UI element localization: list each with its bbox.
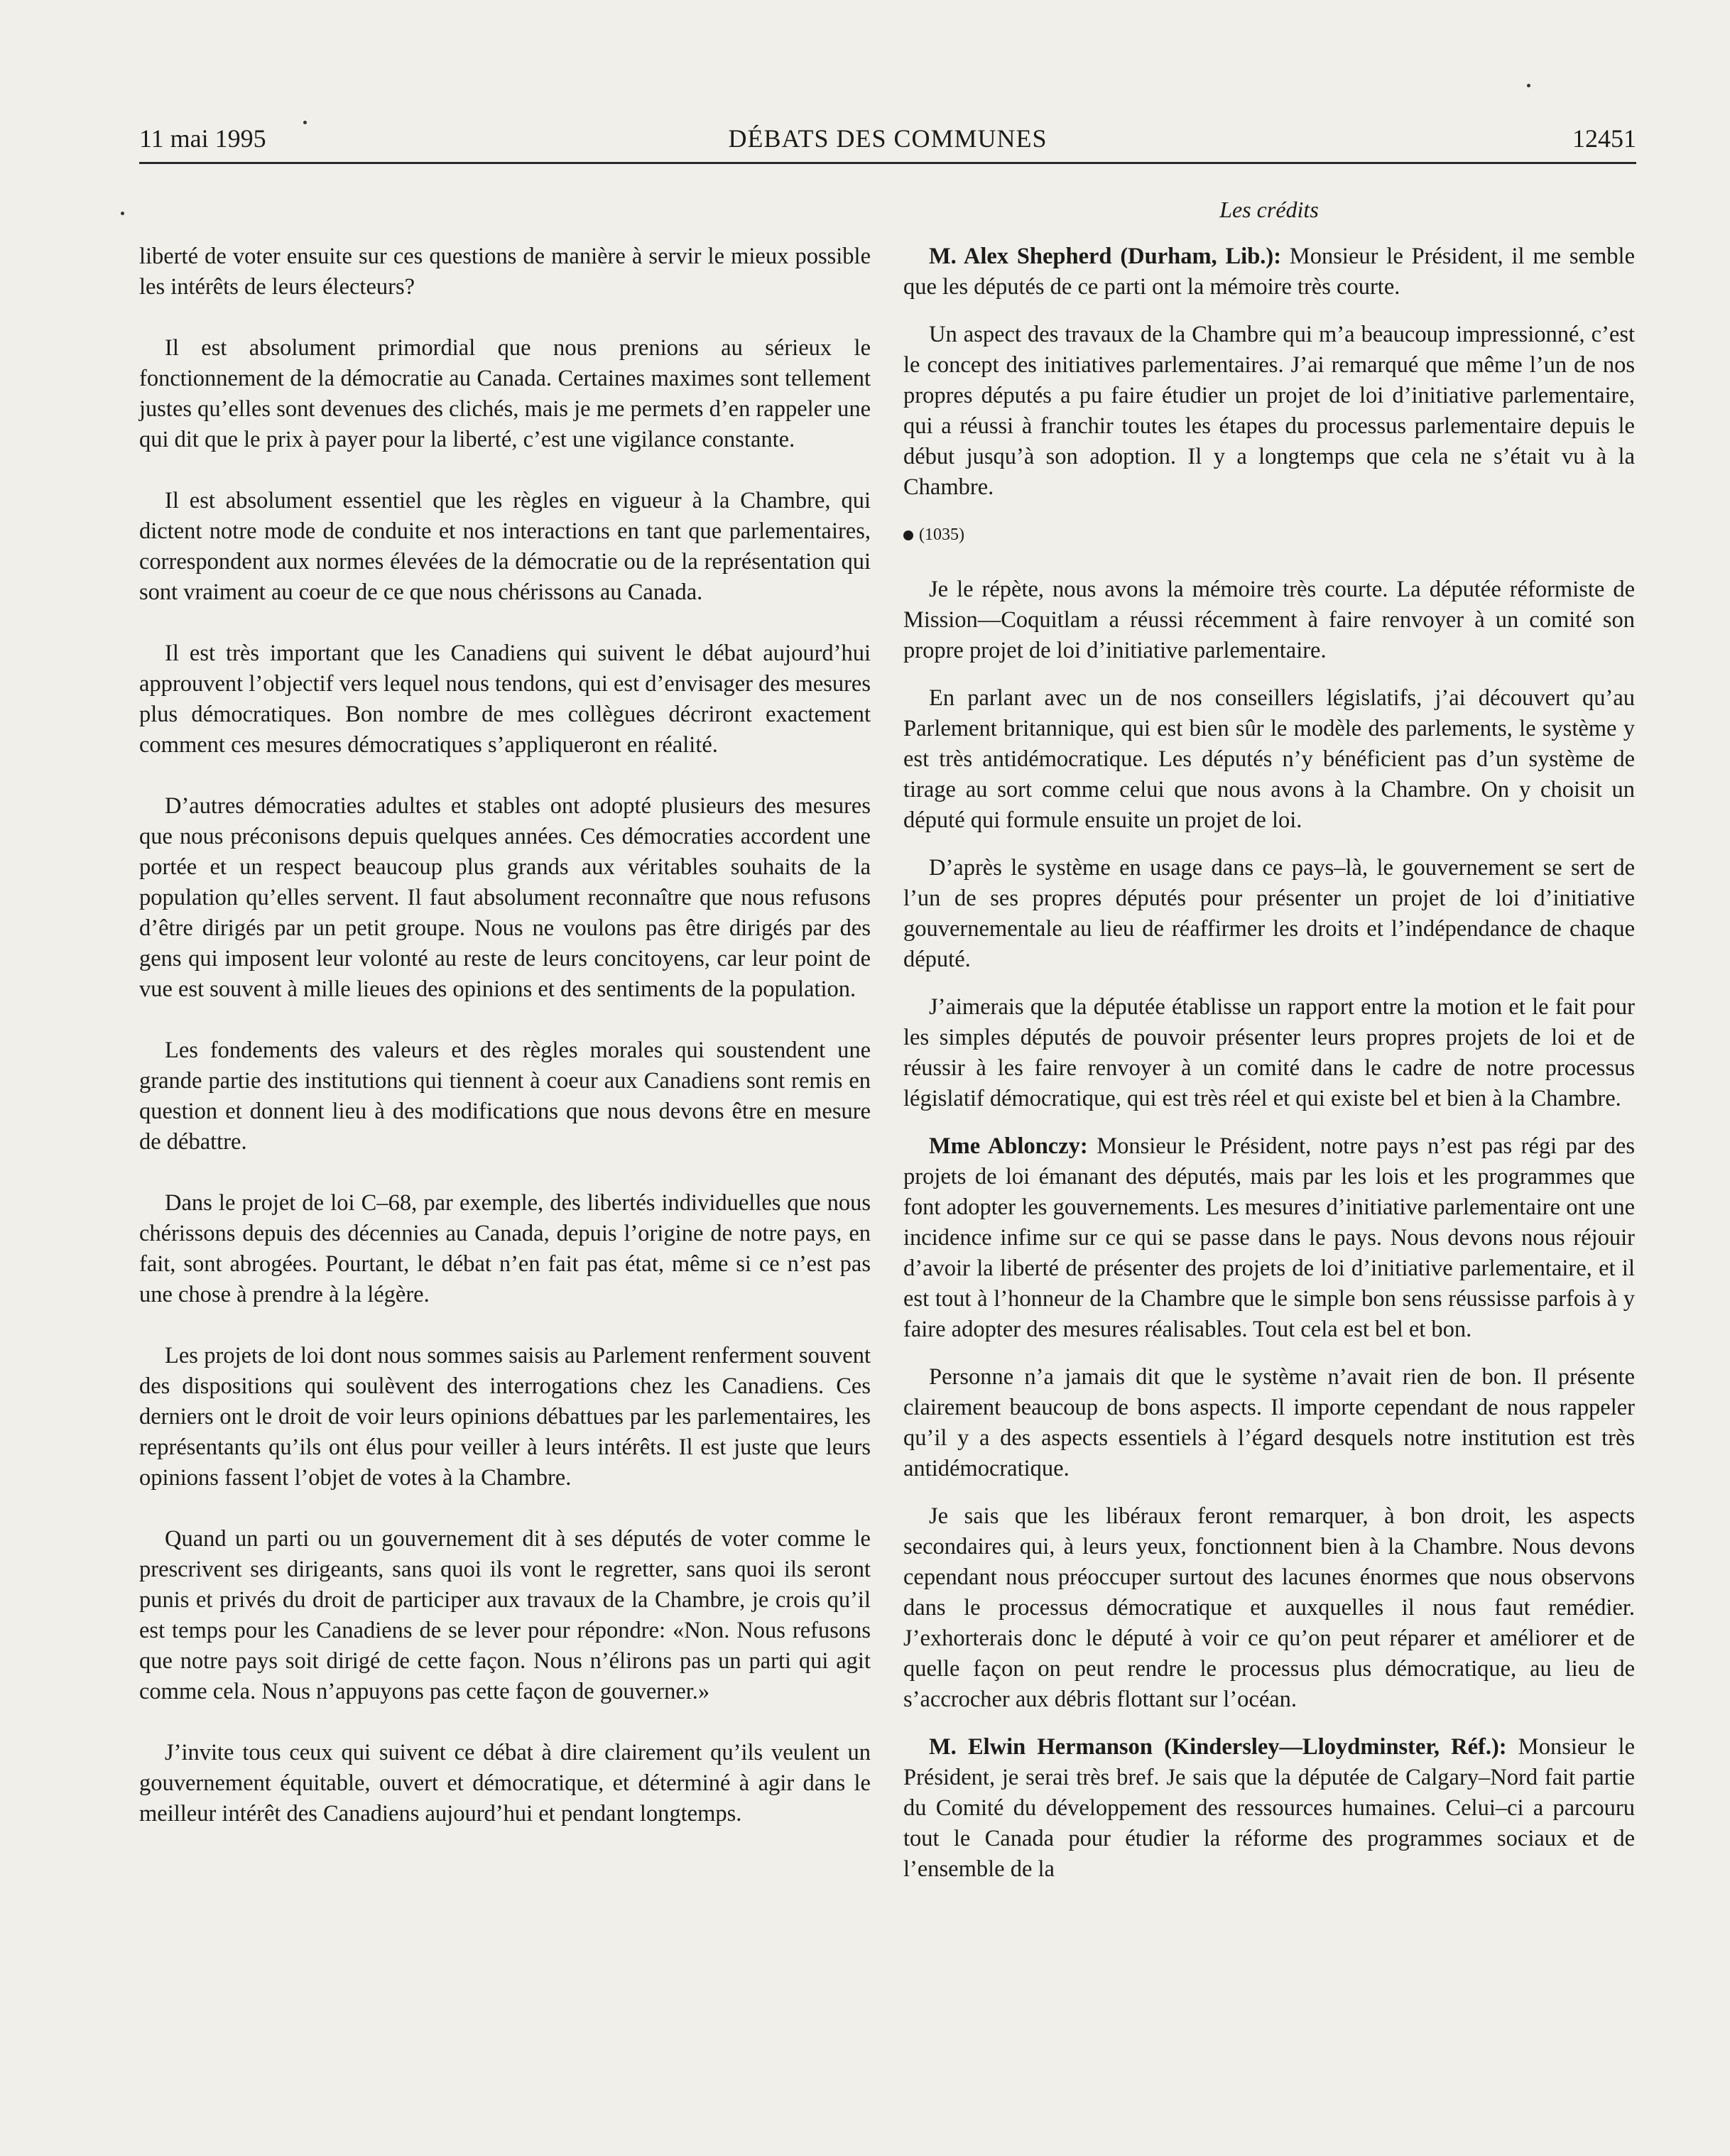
paragraph: Quand un parti ou un gouvernement dit à ses députés de voter comme le prescrivent ses dirigeants, sans quoi ils vont le regretter, sans quoi ils seront punis et privés du droit de participer aux travaux de la Chambre, je crois qu’il est temps pour les Canadiens de se lever pour répondre: «Non. Nous refusons que notre pays soit dirigé de cette façon. Nous n’élirons pas un parti qui agit comme cela. Nous n’appuyons pas cette façon de gouverner.» [139,1526,871,1704]
speaker-name: Mme Ablonczy: [929,1133,1088,1159]
speech-text: Monsieur le Président, il me semble que les députés de ce parti ont la mémoire très courte. [903,244,1635,300]
left-column [139,241,871,1860]
timestamp [903,520,1635,550]
paragraph: D’autres démocraties adultes et stables ont adopté plusieurs des mesures que nous préconisons depuis quelques années. Ces démocraties accordent une portée et un respect beaucoup plus grands aux véritables souhaits de la population qu’elles servent. Il faut absolument reconnaître que nous refusons d’être dirigés par un petit groupe. Nous ne voulons pas être dirigés par des gens qui imposent leur volonté au reste de leurs concitoyens, car leur point de vue est souvent à mille lieues des opinions et des sentiments de la population. [139,793,871,1002]
paragraph: Personne n’a jamais dit que le système n’avait rien de bon. Il présente clairement beaucoup de bons aspects. Il importe cependant de nous rappeler qu’il y a des aspects essentiels à l’égard desquels notre institution est très antidémocratique. [903,1364,1635,1481]
timestamp-text: (1035) [919,526,964,544]
right-column [903,241,1635,1902]
speech-text: Monsieur le Président, je serai très bref. Je sais que la députée de Calgary–Nord fait partie du Comité du développement des ressources humaines. Celui–ci a parcouru tout le Canada pour étudier la réforme des programmes sociaux et de l’ensemble de la [903,1734,1635,1882]
header-page-number: 12451 [1572,124,1636,153]
scan-speck [303,121,307,124]
paragraph: J’aimerais que la députée établisse un rapport entre la motion et le fait pour les simples députés de pouvoir présenter leurs propres projets de loi et de réussir à les faire renvoyer à un comité dans le cadre de notre processus législatif démocratique, qui est très réel et qui existe bel et bien à la Chambre. [903,994,1635,1111]
paragraph: Je le répète, nous avons la mémoire très courte. La députée réformiste de Mission—Coquitlam a réussi récemment à faire renvoyer à un comité son propre projet de loi d’initiative parlementaire. [903,577,1635,663]
paragraph: D’après le système en usage dans ce pays–là, le gouvernement se sert de l’un de ses propres députés pour présenter un projet de loi d’initiative gouvernementale au lieu de réaffirmer les droits et l’indépendance de chaque député. [903,855,1635,972]
paragraph: Dans le projet de loi C–68, par exemple, des libertés individuelles que nous chérissons depuis des décennies au Canada, depuis l’origine de notre pays, en fait, sont abrogées. Pourtant, le débat n’en fait pas état, même si ce n’est pas une chose à prendre à la légère. [139,1190,871,1307]
paragraph: Je sais que les libéraux feront remarquer, à bon droit, les aspects secondaires qui, à leurs yeux, fonctionnent bien à la Chambre. Nous devons cependant nous préoccuper surtout des lacunes énormes que nous observons dans le processus démocratique et auxquelles il nous faut remédier. J’exhorterais donc le député à voir ce qu’on peut réparer et améliorer et de quelle façon on peut rendre le processus plus démocratique, au lieu de s’accrocher aux débris flottant sur l’océan. [903,1503,1635,1712]
paragraph: Il est absolument primordial que nous prenions au sérieux le fonctionnement de la démocratie au Canada. Certaines maximes sont tellement justes qu’elles sont devenues des clichés, mais je me permets d’en rappeler une qui dit que le prix à payer pour la liberté, c’est une vigilance constante. [139,335,871,452]
header-rule [139,162,1636,164]
paragraph: Les projets de loi dont nous sommes saisis au Parlement renferment souvent des dispositions qui soulèvent des interrogations chez les Canadiens. Ces derniers ont le droit de voir leurs opinions débattues par les parlementaires, les représentants qu’ils ont élus pour veiller à leurs intérêts. Il est juste que leurs opinions fassent l’objet de votes à la Chambre. [139,1343,871,1491]
speech-ablonczy [903,1131,1635,1345]
paragraph: J’invite tous ceux qui suivent ce débat à dire clairement qu’ils veulent un gouvernement équitable, ouvert et démocratique, et déterminé à agir dans le meilleur intérêt des Canadiens aujourd’hui et pendant longtemps. [139,1740,871,1826]
paragraph: Les fondements des valeurs et des règles morales qui soustendent une grande partie des institutions qui tiennent à coeur aux Canadiens sont remis en question et donnent lieu à des modifications que nous devons être en mesure de débattre. [139,1038,871,1155]
speech-text: Monsieur le Président, notre pays n’est pas régi par des projets de loi émanant des députés, mais par les lois et les programmes que font adopter les gouvernements. Les mesures d’initiative parlementaire ont une incidence infime sur ce qui se passe dans le pays. Nous devons nous réjouir d’avoir la liberté de présenter des projets de loi d’initiative parlementaire, et il est tout à l’honneur de la Chambre que le simple bon sens réussisse parfois à y faire adopter des mesures réalisables. Tout cela est bel et bon. [903,1133,1635,1342]
scan-speck [1527,84,1530,87]
page-header [139,121,1636,156]
header-title: DÉBATS DES COMMUNES [728,124,1048,153]
paragraph: En parlant avec un de nos conseillers législatifs, j’ai découvert qu’au Parlement britannique, qui est bien sûr le modèle des parlements, le système y est très antidémocratique. Les députés n’y bénéficient pas d’un système de tirage au sort comme celui que nous avons à la Chambre. On y choisit un député qui formule ensuite un projet de loi. [903,685,1635,833]
scan-speck [121,212,124,215]
paragraph: liberté de voter ensuite sur ces questions de manière à servir le mieux possible les intérêts de leurs électeurs? [139,244,871,300]
speech-shepherd [903,241,1635,303]
section-heading: Les crédits [1219,197,1319,222]
paragraph: Il est absolument essentiel que les règles en vigueur à la Chambre, qui dictent notre mode de conduite et nos interactions en tant que parlementaires, correspondent aux normes élevées de la démocratie ou de la représentation qui sont vraiment au coeur de ce que nous chérissons au Canada. [139,488,871,605]
header-date: 11 mai 1995 [139,124,266,153]
speaker-name: M. Elwin Hermanson (Kindersley—Lloydminster, Réf.): [929,1734,1507,1760]
bullet-icon [903,530,913,540]
speech-hermanson [903,1732,1635,1885]
speaker-name: M. Alex Shepherd (Durham, Lib.): [929,244,1282,269]
paragraph: Il est très important que les Canadiens qui suivent le débat aujourd’hui approuvent l’objectif vers lequel nous tendons, qui est d’envisager des mesures plus démocratiques. Bon nombre de mes collègues décriront exactement comment ces mesures démocratiques s’appliqueront en réalité. [139,641,871,758]
paragraph: Un aspect des travaux de la Chambre qui m’a beaucoup impressionné, c’est le concept des initiatives parlementaires. J’ai remarqué que même l’un de nos propres députés a pu faire étudier un projet de loi d’initiative parlementaire, qui a réussi à franchir toutes les étapes du processus parlementaire depuis le début jusqu’à son adoption. Il y a longtemps que cela ne s’était vu à la Chambre. [903,322,1635,500]
